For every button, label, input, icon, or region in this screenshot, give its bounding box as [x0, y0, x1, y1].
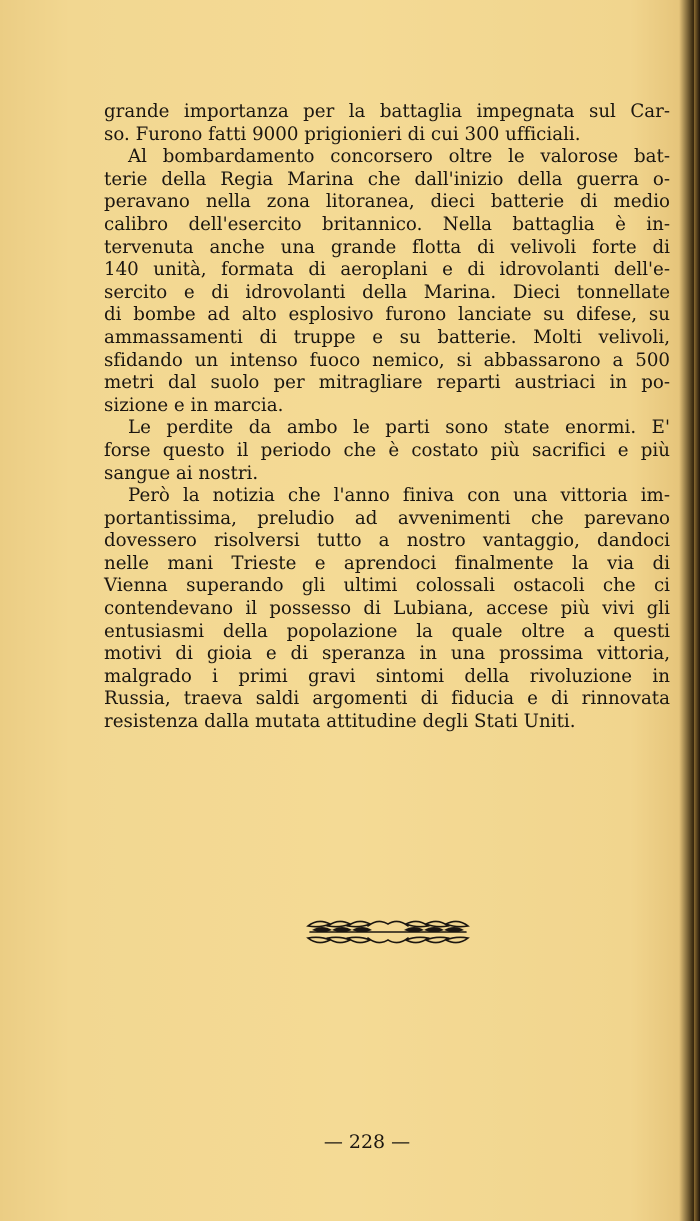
text-line: contendevano il possesso di Lubiana, accese più vivi gli [104, 598, 670, 620]
text-line: tervenuta anche una grande flotta di velivoli forte di [104, 236, 670, 258]
text-line: sangue ai nostri. [104, 462, 259, 484]
text-line: Al bombardamento concorsero oltre le valorose bat- [128, 146, 670, 168]
text-line: calibro dell'esercito britannico. Nella battaglia è in- [104, 213, 670, 235]
paragraph [104, 485, 670, 734]
text-line: forse questo il periodo che è costato più sacrifici e più [104, 439, 670, 461]
page-edge [694, 0, 700, 1221]
text-line: grande importanza per la battaglia impegnata sul Car- [104, 101, 670, 122]
text-line: so. Furono fatti 9000 prigionieri di cui 300 ufficiali. [104, 123, 581, 145]
text-line: nelle mani Trieste e aprendoci finalmente la via di [104, 552, 670, 574]
paragraph [104, 146, 670, 417]
text-line: resistenza dalla mutata attitudine degli Stati Uniti. [104, 711, 576, 733]
text-line: terie della Regia Marina che dall'inizio della guerra o- [104, 168, 670, 190]
text-line: motivi di gioia e di speranza in una prossima vittoria, [104, 643, 670, 665]
paragraph [104, 101, 670, 146]
text-line: peravano nella zona litoranea, dieci batterie di medio [104, 191, 670, 213]
text-line: entusiasmi della popolazione la quale oltre a questi [104, 620, 670, 642]
text-line: Le perdite da ambo le parti sono state enormi. E' [128, 417, 670, 439]
text-line: ammassamenti di truppe e su batterie. Molti velivoli, [104, 326, 670, 348]
decorative-laurel-ornament-icon [306, 916, 470, 948]
text-line: malgrado i primi gravi sintomi della rivoluzione in [104, 665, 670, 687]
text-line: Vienna superando gli ultimi colossali ostacoli che ci [104, 575, 670, 597]
text-line: di bombe ad alto esplosivo furono lanciate su difese, su [104, 304, 670, 326]
paragraph [104, 417, 670, 485]
text-line: 140 unità, formata di aeroplani e di idrovolanti dell'e- [104, 259, 670, 281]
text-line: Russia, traeva saldi argomenti di fiducia e di rinnovata [104, 688, 670, 710]
body-text [104, 101, 670, 734]
text-line: sizione e in marcia. [104, 394, 284, 416]
text-line: Però la notizia che l'anno finiva con una vittoria im- [128, 485, 670, 507]
page-number: — 228 — [323, 1131, 411, 1153]
text-line: metri dal suolo per mitragliare reparti austriaci in po- [104, 372, 670, 394]
text-line: portantissima, preludio ad avvenimenti che parevano [104, 507, 670, 529]
text-line: sfidando un intenso fuoco nemico, si abbassarono a 500 [104, 349, 670, 371]
text-line: dovessero risolversi tutto a nostro vantaggio, dandoci [104, 530, 670, 552]
text-line: sercito e di idrovolanti della Marina. Dieci tonnellate [104, 281, 670, 303]
